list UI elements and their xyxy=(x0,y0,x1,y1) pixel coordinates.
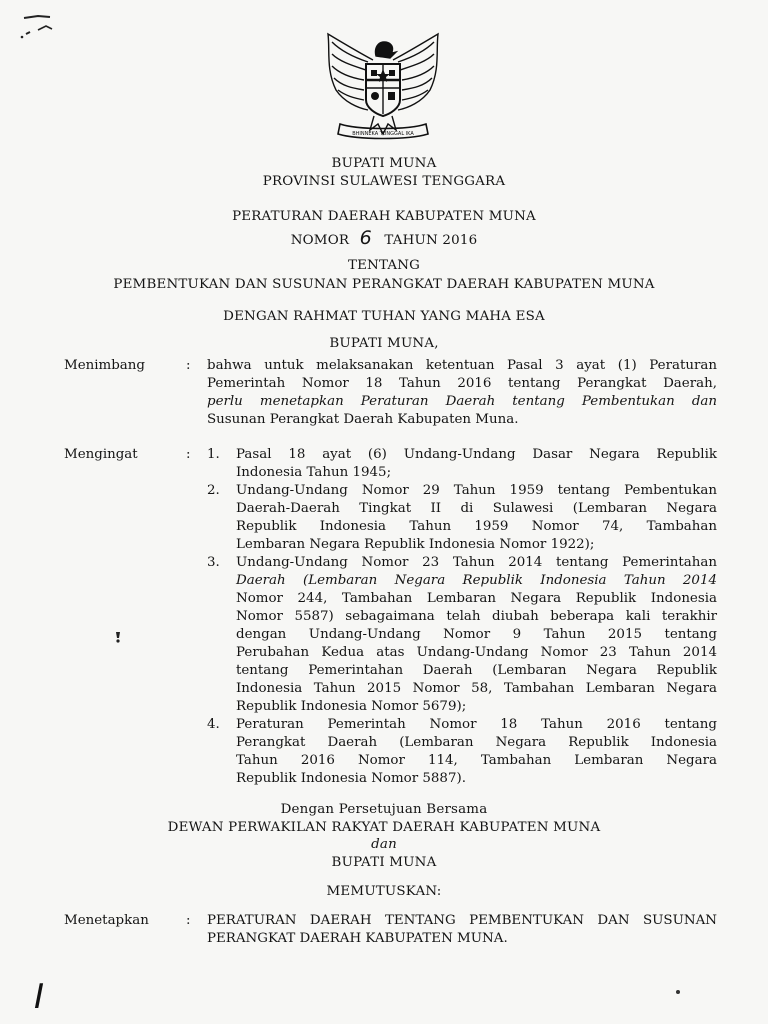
nomor-prefix: NOMOR xyxy=(290,233,350,248)
bullet-mark-icon xyxy=(113,630,123,644)
list-line: Lembaran Negara Republik Indonesia Nomor 1922); xyxy=(236,537,595,552)
list-line: tentang Pemerintahan Daerah (Lembaran Negara Republik xyxy=(236,663,717,678)
menimbang-text xyxy=(207,357,717,429)
list-line: Tahun 2016 Nomor 114, Tambahan Lembaran Negara xyxy=(236,753,717,768)
list-number: 1. xyxy=(207,447,220,462)
list-number: 2. xyxy=(207,483,220,498)
list-line: Perubahan Kedua atas Undang-Undang Nomor 23 Tahun 2014 xyxy=(236,645,717,660)
list-line: Daerah (Lembaran Negara Republik Indonesia Tahun 2014 xyxy=(236,573,717,588)
tentang-heading: TENTANG xyxy=(347,258,421,273)
rahmat-heading: DENGAN RAHMAT TUHAN YANG MAHA ESA xyxy=(223,309,545,324)
province-title: PROVINSI SULAWESI TENGGARA xyxy=(262,174,506,189)
memutuskan-heading: MEMUTUSKAN: xyxy=(326,884,442,899)
list-line: Nomor 5587) sebagaimana telah diubah beberapa kali terakhir xyxy=(236,609,717,624)
menimbang-line: Susunan Perangkat Daerah Kabupaten Muna. xyxy=(207,412,519,427)
svg-text:BHINNEKA TUNGGAL IKA: BHINNEKA TUNGGAL IKA xyxy=(352,131,414,137)
list-line: Republik Indonesia Nomor 5887). xyxy=(236,771,466,786)
dprd-line: DEWAN PERWAKILAN RAKYAT DAERAH KABUPATEN MUNA xyxy=(167,820,601,835)
bupati-heading: BUPATI MUNA, xyxy=(329,336,439,351)
regulation-number xyxy=(0,227,768,249)
list-line: dengan Undang-Undang Nomor 9 Tahun 2015 tentang xyxy=(236,627,717,642)
list-item xyxy=(207,482,717,554)
mengingat-label: Mengingat xyxy=(64,447,138,462)
list-line: Pasal 18 ayat (6) Undang-Undang Dasar Negara Republik xyxy=(236,447,717,462)
list-line: Peraturan Pemerintah Nomor 18 Tahun 2016 tentang xyxy=(236,717,717,732)
list-item xyxy=(207,554,717,716)
menimbang-label: Menimbang xyxy=(64,358,145,373)
garuda-emblem-icon xyxy=(318,30,448,142)
list-item xyxy=(207,716,717,788)
menimbang-line: bahwa untuk melaksanakan ketentuan Pasal 3 ayat (1) Peraturan xyxy=(207,358,717,373)
list-line: Perangkat Daerah (Lembaran Negara Republik Indonesia xyxy=(236,735,717,750)
menetapkan-text xyxy=(207,912,717,948)
list-line: Daerah-Daerah Tingkat II di Sulawesi (Lembaran Negara xyxy=(236,501,717,516)
menetapkan-line: PERATURAN DAERAH TENTANG PEMBENTUKAN DAN SUSUNAN xyxy=(207,913,717,928)
list-line: Nomor 244, Tambahan Lembaran Negara Republik Indonesia xyxy=(236,591,717,606)
menetapkan-line: PERANGKAT DAERAH KABUPATEN MUNA. xyxy=(207,931,508,946)
regulation-title: PERATURAN DAERAH KABUPATEN MUNA xyxy=(232,209,536,224)
dan-line: dan xyxy=(371,837,397,852)
issuer-title: BUPATI MUNA xyxy=(331,156,437,171)
persetujuan-line: Dengan Persetujuan Bersama xyxy=(280,802,488,817)
list-line: Undang-Undang Nomor 29 Tahun 1959 tentang Pembentukan xyxy=(236,483,717,498)
bupati-line: BUPATI MUNA xyxy=(331,855,437,870)
list-line: Undang-Undang Nomor 23 Tahun 2014 tentang Pemerintahan xyxy=(236,555,717,570)
list-number: 3. xyxy=(207,555,220,570)
menimbang-colon: : xyxy=(186,358,191,373)
margin-mark: I xyxy=(34,977,45,1017)
scan-mark-icon xyxy=(16,10,60,44)
list-line: Republik Indonesia Tahun 1959 Nomor 74, Tambahan xyxy=(236,519,717,534)
list-item xyxy=(207,446,717,482)
list-number: 4. xyxy=(207,717,220,732)
mengingat-colon: : xyxy=(186,447,191,462)
menetapkan-label: Menetapkan xyxy=(64,913,149,928)
menimbang-line: Pemerintah Nomor 18 Tahun 2016 tentang Perangkat Daerah, xyxy=(207,376,717,391)
menimbang-line: perlu menetapkan Peraturan Daerah tentang Pembentukan dan xyxy=(207,394,717,409)
nomor-value: 6 xyxy=(359,227,372,249)
list-line: Indonesia Tahun 2015 Nomor 58, Tambahan Lembaran Negara xyxy=(236,681,717,696)
nomor-suffix: TAHUN 2016 xyxy=(384,233,478,248)
regulation-subject: PEMBENTUKAN DAN SUSUNAN PERANGKAT DAERAH KABUPATEN MUNA xyxy=(113,277,655,292)
list-line: Indonesia Tahun 1945; xyxy=(236,465,392,480)
list-line: Republik Indonesia Nomor 5679); xyxy=(236,699,467,714)
scan-dot xyxy=(676,990,680,994)
mengingat-list xyxy=(207,446,717,788)
menetapkan-colon: : xyxy=(186,913,191,928)
